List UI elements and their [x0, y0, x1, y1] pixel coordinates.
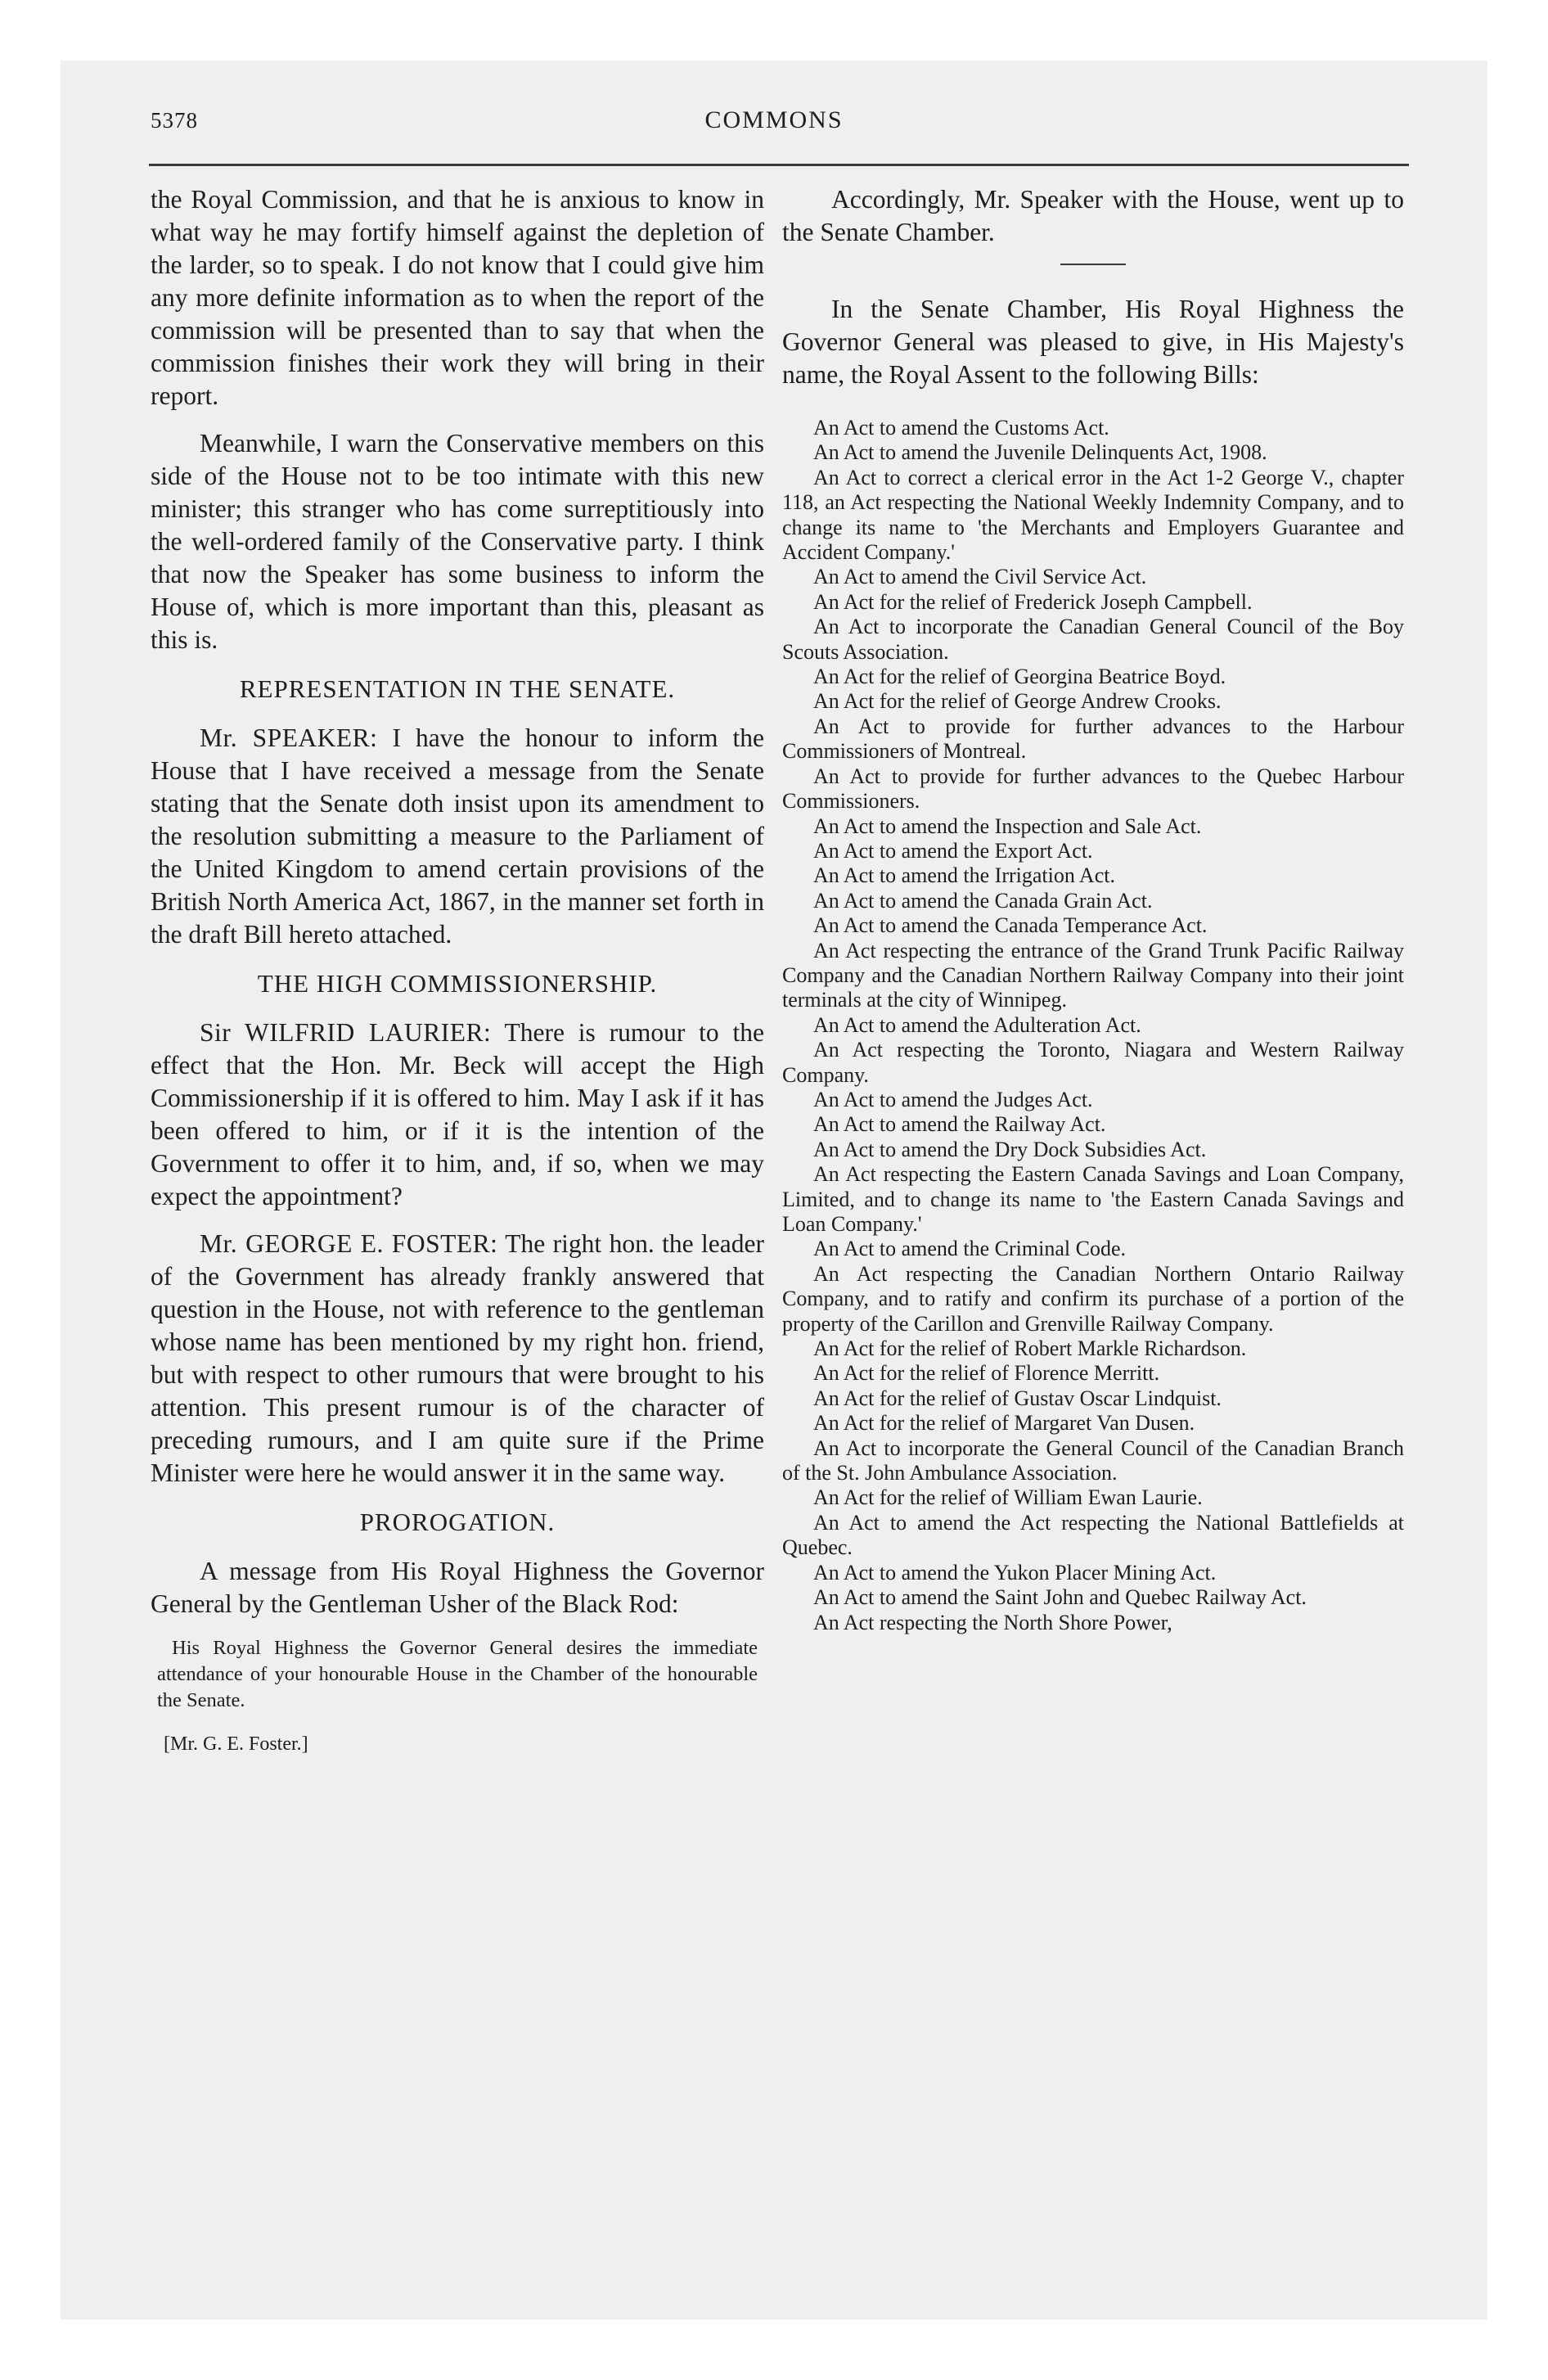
header-rule — [149, 164, 1409, 166]
page-header — [61, 61, 1487, 167]
bill-item: An Act to amend the Criminal Code. — [813, 1237, 1126, 1261]
bill-item: An Act respecting the North Shore Power, — [813, 1610, 1172, 1634]
bill-item: An Act for the relief of George Andrew Crooks. — [813, 689, 1222, 714]
attribution: [Mr. G. E. Foster.] — [164, 1733, 308, 1755]
bill-item: An Act to amend the Dry Dock Subsidies Act. — [813, 1137, 1207, 1161]
bill-item: An Act to amend the Irrigation Act. — [813, 863, 1115, 888]
bill-item: An Act to provide for further advances to the Quebec Harbour Commissioners. — [782, 764, 1404, 814]
bill-item: An Act to amend the Saint John and Quebec Railway Act. — [813, 1585, 1307, 1610]
bill-item: An Act for the relief of Frederick Joseph Campbell. — [813, 589, 1253, 614]
paragraph: Meanwhile, I warn the Conservative members on this side of the House not to be too intimate with this new minister; this stranger who has come surreptitiously into the well-ordered family of the Conservative party. I think that now the Speaker has some business to inform the House of, which is more important than this, pleasant as this is. — [151, 429, 764, 654]
section-heading: REPRESENTATION IN THE SENATE. — [239, 674, 676, 703]
bill-item: An Act to amend the Canada Grain Act. — [813, 888, 1153, 913]
speech-text: There is rumour to the effect that the Hon. Mr. Beck will accept the High Commissionership if it is offered to him. May I ask if it has been offered to him, or if it is the intention of the Government to offer it to him, and, if so, when we may expect the appointment? — [151, 1018, 764, 1210]
right-column — [782, 183, 1404, 1635]
speech-text: I have the honour to inform the House that I have received a message from the Senate stating that the Senate doth insist upon its amendment to the resolution submitting a measure to the Parliament of the United Kingdom to amend certain provisions of the British North America Act, 1867, in the manner set forth in the draft Bill hereto attached. — [151, 723, 764, 949]
running-head: COMMONS — [704, 106, 844, 133]
bill-item: An Act for the relief of Gustav Oscar Lindquist. — [813, 1386, 1222, 1410]
bill-item: An Act for the relief of Florence Merritt. — [813, 1361, 1160, 1386]
bills-list — [782, 416, 1404, 1635]
speaker-name: Mr. SPEAKER: — [200, 723, 378, 752]
paragraph: Accordingly, Mr. Speaker with the House, went up to the Senate Chamber. — [782, 185, 1404, 246]
bill-item: An Act to amend the Act respecting the National Battlefields at Quebec. — [782, 1510, 1404, 1560]
document-page — [61, 61, 1487, 2319]
paragraph: A message from His Royal Highness the Governor General by the Gentleman Usher of the Black Rod: — [151, 1557, 764, 1618]
bill-item: An Act to provide for further advances to the Harbour Commissioners of Montreal. — [782, 714, 1404, 764]
bill-item: An Act to amend the Inspection and Sale Act. — [813, 814, 1202, 838]
paragraph: the Royal Commission, and that he is anxious to know in what way he may fortify himself against the depletion of the larder, so to speak. I do not know that I could give him any more definite information as to when the report of the commission will be presented than to say that when the commission finishes their work they will bring in their report. — [151, 185, 764, 410]
bill-item: An Act to incorporate the General Council of the Canadian Branch of the St. John Ambulance Association. — [782, 1436, 1404, 1485]
speech-paragraph — [151, 1016, 764, 1213]
bill-item: An Act to amend the Adulteration Act. — [813, 1012, 1141, 1037]
message-quote: His Royal Highness the Governor General desires the immediate attendance of your honourable House in the Chamber of the honourable the Senate. — [157, 1637, 758, 1711]
bill-item: An Act to amend the Canada Temperance Act. — [813, 913, 1208, 938]
speaker-name: Mr. GEORGE E. FOSTER: — [200, 1229, 498, 1258]
bill-item: An Act for the relief of Margaret Van Dusen. — [813, 1411, 1195, 1436]
bill-item: An Act to amend the Yukon Placer Mining Act. — [813, 1560, 1217, 1584]
speech-paragraph — [151, 722, 764, 951]
bill-item: An Act to amend the Civil Service Act. — [813, 565, 1147, 589]
bill-item: An Act respecting the entrance of the Grand Trunk Pacific Railway Company and the Canadian Northern Railway Company into their joint terminals at the city of Winnipeg. — [782, 938, 1404, 1012]
separator-rule — [1060, 264, 1126, 265]
bill-item: An Act respecting the Toronto, Niagara and Western Railway Company. — [782, 1038, 1404, 1087]
bill-item: An Act respecting the Eastern Canada Savings and Loan Company, Limited, and to change its name to 'the Eastern Canada Savings and Loan Company.' — [782, 1162, 1404, 1236]
left-column — [151, 183, 764, 1756]
bill-item: An Act to amend the Juvenile Delinquents Act, 1908. — [813, 440, 1267, 465]
bill-item: An Act to amend the Railway Act. — [813, 1112, 1106, 1137]
speaker-name: Sir WILFRID LAURIER: — [200, 1018, 492, 1047]
bill-item: An Act to amend the Customs Act. — [813, 416, 1109, 439]
speech-paragraph — [151, 1228, 764, 1490]
paragraph: In the Senate Chamber, His Royal Highness the Governor General was pleased to give, in His Majesty's name, the Royal Assent to the following Bills: — [782, 295, 1404, 389]
section-heading: PROROGATION. — [359, 1508, 556, 1536]
bill-item: An Act for the relief of Robert Markle Richardson. — [813, 1336, 1247, 1361]
page-number: 5378 — [151, 108, 198, 133]
bill-item: An Act for the relief of William Ewan Laurie. — [813, 1485, 1203, 1510]
bill-item: An Act to correct a clerical error in the Act 1-2 George V., chapter 118, an Act respecting the National Weekly Indemnity Company, and to change its name to 'the Merchants and Employers Guarantee and Accident Company.' — [782, 465, 1404, 565]
speech-text: The right hon. the leader of the Government has already frankly answered that question in the House, not with reference to the gentleman whose name has been mentioned by my right hon. friend, but with respect to other rumours that were brought to his attention. This present rumour is of the character of preceding rumours, and I am quite sure if the Prime Minister were here he would answer it in the same way. — [151, 1229, 764, 1487]
bill-item: An Act to amend the Judges Act. — [813, 1087, 1093, 1111]
bill-item: An Act for the relief of Georgina Beatrice Boyd. — [813, 665, 1226, 689]
bill-item: An Act to amend the Export Act. — [813, 838, 1093, 863]
bill-item: An Act to incorporate the Canadian General Council of the Boy Scouts Association. — [782, 615, 1404, 664]
section-heading: THE HIGH COMMISSIONERSHIP. — [257, 969, 658, 998]
bill-item: An Act respecting the Canadian Northern Ontario Railway Company, and to ratify and confirm its purchase of a portion of the property of the Carillon and Grenville Railway Company. — [782, 1261, 1404, 1336]
